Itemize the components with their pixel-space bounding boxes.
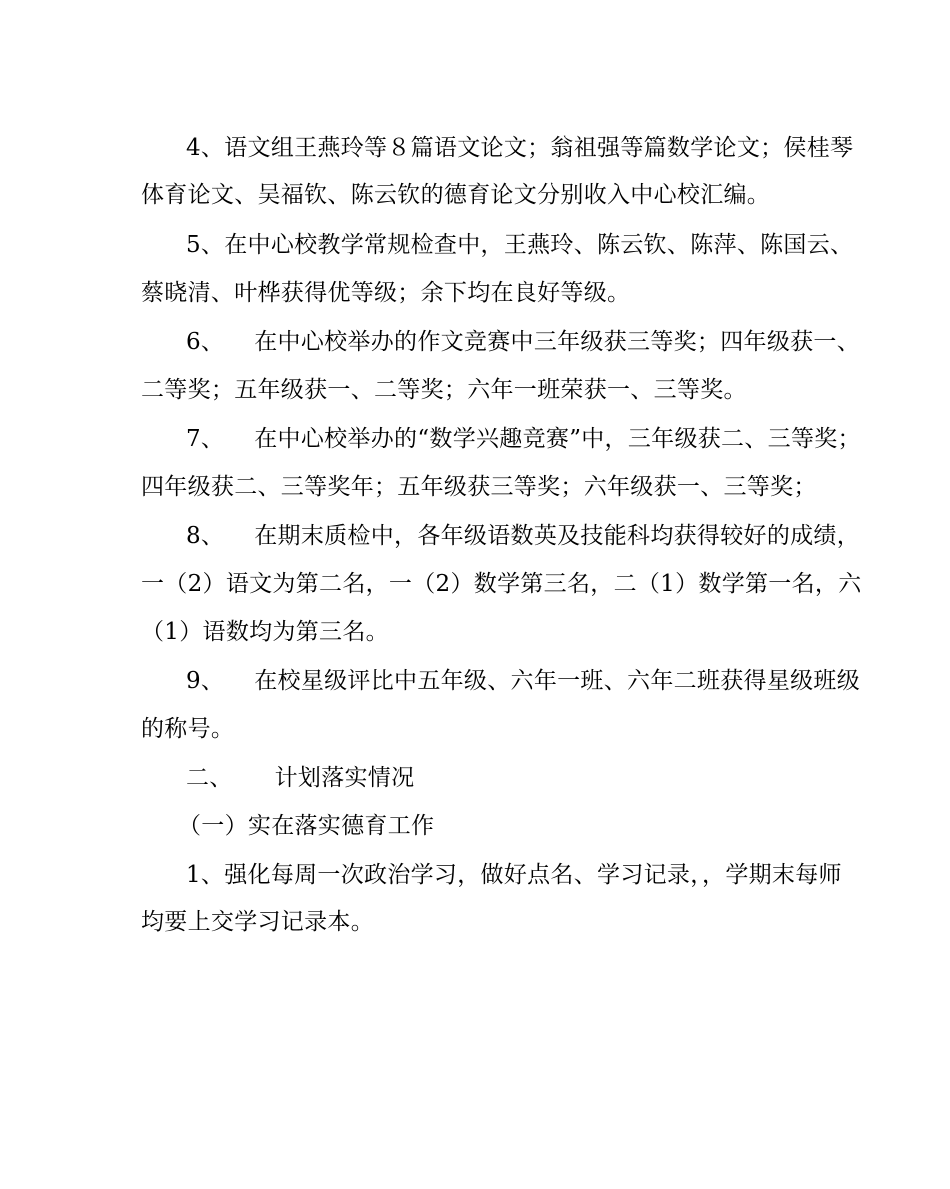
item-7-line-2: 四年级获二、三等奖年；五年级获三等奖；六年级获一、三等奖； <box>141 474 817 500</box>
item-5-line-1: 5、在中心校教学常规检查中，王燕玲、陈云钦、陈萍、陈国云、 <box>186 232 854 258</box>
item-7-line-1 <box>186 416 876 462</box>
item-8-line-2: 一（2）语文为第二名，一（2）数学第三名，二（1）数学第一名，六 <box>141 571 862 597</box>
item-8-line-3: （1）语数均为第三名。 <box>141 619 389 645</box>
sub-item-1-line-1: 1、强化每周一次政治学习，做好点名、学习记录，，学期末每师 <box>186 862 842 888</box>
item-7-number: 7、 <box>186 426 225 452</box>
item-9-number: 9、 <box>186 668 225 694</box>
item-6-line-1 <box>186 319 876 365</box>
item-8-text: 在期末质检中，各年级语数英及技能科均获得较好的成绩， <box>254 523 861 549</box>
item-8-line-1 <box>186 513 876 559</box>
section-2-title: 计划落实情况 <box>274 765 415 791</box>
item-4-line-1: 4、语文组王燕玲等８篇语文论文；翁祖强等篇数学论文；侯桂琴 <box>186 135 854 161</box>
item-6-text: 在中心校举办的作文竞赛中三年级获三等奖；四年级获一、 <box>254 329 861 355</box>
sub-item-1-line-2: 均要上交学习记录本。 <box>141 909 374 935</box>
item-7-text: 在中心校举办的“数学兴趣竞赛”中，三年级获二、三等奖； <box>254 426 861 452</box>
item-9-line-1 <box>186 658 876 704</box>
subsection-1-heading: （一）实在落实德育工作 <box>178 813 435 839</box>
section-2-heading <box>186 755 876 801</box>
item-5-line-2: 蔡晓清、叶桦获得优等级；余下均在良好等级。 <box>141 280 631 306</box>
item-6-number: 6、 <box>186 329 225 355</box>
item-4-line-2: 体育论文、吴福钦、陈云钦的德育论文分别收入中心校汇编。 <box>141 182 771 208</box>
item-9-line-2: 的称号。 <box>141 716 235 742</box>
item-6-line-2: 二等奖；五年级获一、二等奖；六年一班荣获一、三等奖。 <box>141 377 747 403</box>
item-9-text: 在校星级评比中五年级、六年一班、六年二班获得星级班级 <box>254 668 861 694</box>
section-2-number: 二、 <box>186 765 233 791</box>
item-8-number: 8、 <box>186 523 225 549</box>
